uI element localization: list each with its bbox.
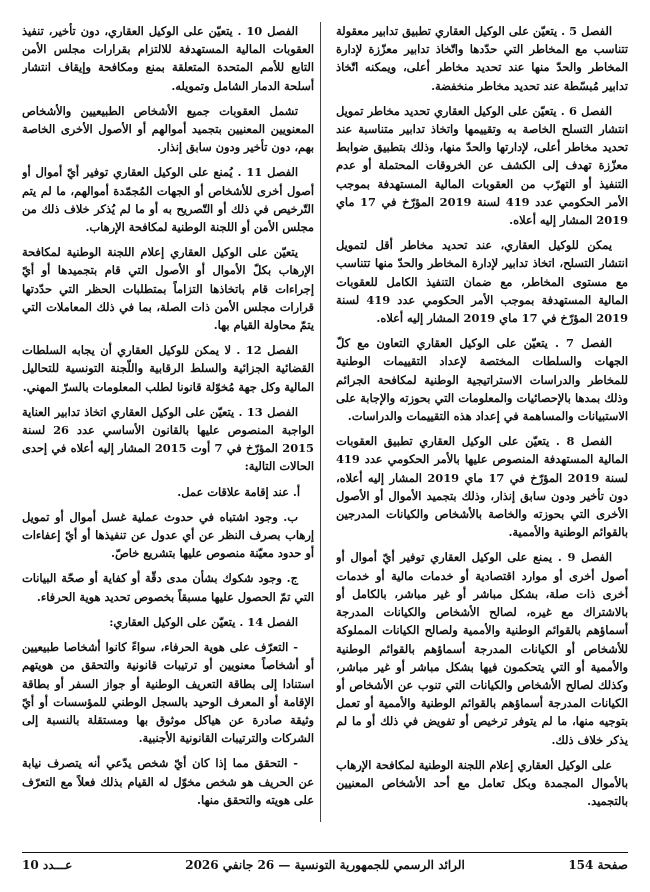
article-9-paragraph-2: على الوكيل العقاري إعلام اللجنة الوطنية لمكافحة الإرهاب بالأموال المجمدة وبكل تعامل مع أحد الأشخاص المعنيين بالتجميد. <box>336 757 628 809</box>
page-footer <box>22 858 628 880</box>
article-12: الفصل 12 . لا يمكن للوكيل العقاري أن يجابه السلطات القضائية الجزائية والسلط الرقابية واللّجنة التونسية للتحاليل المالية وكل جهة مُخوّلة قانونا لطلب المعلومات بالسرّ المهني. <box>22 343 314 394</box>
article-6: الفصل 6 . يتعيّن على الوكيل العقاري تحديد مخاطر تمويل انتشار التسلح الخاصة به وتقييمها واتخاذ تدابير متناسبة عند تحديد مخاطر أعلى، لإدارتها والحدّ منها، وذلك بتطبيق ضوابط معزّزة تهدف إلى الكشف عن الخروقات المحتملة أو عدم التنفيذ أو التهرّب من العقوبات المالية المستهدفة بموجب الأمر الحكومي عدد 419 لسنة 2019 المؤرّخ في 17 ماي 2019 المشار إليه أعلاه. <box>336 103 628 228</box>
issue-number: عـــدد 10 <box>22 858 73 872</box>
journal-title: الرائد الرسمي للجمهورية التونسية — 26 جانفي 2026 <box>185 858 465 872</box>
article-13-item-b: ب. وجود اشتباه في حدوث عملية غسل أموال أو تمويل إرهاب بصرف النظر عن أي عدول عن تنفيذها أو أيّ إعفاءات أو حدود معيّنة منصوص عليها بتشريع خاصّ. <box>22 509 314 561</box>
article-8: الفصل 8 . يتعيّن على الوكيل العقاري تطبيق العقوبات المالية المستهدفة المنصوص عليها بالأمر الحكومي عدد 419 لسنة 2019 المؤرّخ في 17 ماي 2019 المشار إليه أعلاه، دون تأخير ودون سابق إنذار، وذلك بتجميد الأموال أو الأصول الأخرى التي بحوزته والخاصة بالأشخاص والكيانات المدرجين بالقوائم الوطنية والأممية. <box>336 434 628 540</box>
article-7: الفصل 7 . يتعيّن على الوكيل العقاري التعاون مع كلّ الجهات والسلطات المختصة لإعداد التقييمات الوطنية للمخاطر والدراسات الاستراتيجية الوطنية لمكافحة الجرائم وذلك بمدها بالإحصائيات والمعلومات التي بحوزته والإجابة على الاستبيانات والمساهمة في إعداد هذه التقييمات والدراسات. <box>336 336 628 424</box>
footer-rule <box>22 852 628 853</box>
article-9: الفصل 9 . يمنع على الوكيل العقاري توفير أيّ أموال أو أصول أخرى أو موارد اقتصادية أو خدمات مالية أو خدمات أخرى ذات صلة، بشكل مباشر أو غير مباشر، بالكامل أو بالاشتراك مع غيره، لصالح الأشخاص والكيانات المدرجة أسماؤهم بالقوائم الوطنية والأممية ولصالح الكيانات المملوكة للأشخاص أو الكيانات المدرجة أسماؤهم بالقوائم الوطنية والأممية أو التي يتحكمون فيها بشكل مباشر أو غير مباشر، وكذلك لصالح الأشخاص والكيانات التي تنوب عن الأشخاص أو الكيانات المدرجة أسماؤهم بالقوائم الوطنية والأممية أو تعمل بتوجيه منها، ما لم يتوفر ترخيص أو تفويض في ذلك أو ما لم يذكر خلاف ذلك. <box>336 550 628 747</box>
right-column <box>336 22 628 850</box>
article-11-paragraph-2: يتعيّن على الوكيل العقاري إعلام اللجنة الوطنية لمكافحة الإرهاب بكلّ الأموال أو الأصول التي قام بتجميدها أو أيّ إجراءات قام باتخاذها التزاماً بمتطلبات الحظر التي حدّدتها قرارات مجلس الأمن ذات الصلة، بما في ذلك المعاملات التي يتمّ محاولة القيام بها. <box>22 245 314 333</box>
article-13: الفصل 13 . يتعيّن على الوكيل العقاري اتخاذ تدابير العناية الواجبة المنصوص عليها بالقانون الأساسي عدد 26 لسنة 2015 المؤرّخ في 7 أوت 2015 المشار إليه أعلاه في إحدى الحالات التالية: <box>22 404 314 474</box>
article-10: الفصل 10 . يتعيّن على الوكيل العقاري، دون تأخير، تنفيذ العقوبات المالية المستهدفة للالتزام بقرارات مجلس الأمن التابع للأمم المتحدة المتعلقة بمنع ومكافحة وإيقاف انتشار أسلحة الدمار الشامل وتمويله. <box>22 24 314 93</box>
article-14-item-1: - التعرّف على هوية الحرفاء، سواءً كانوا أشخاصا طبيعيين أو أشخاصاً معنويين أو ترتيبات قانونية والتحقق من هويتهم استنادا إلى بطاقة التعريف الوطنية أو جواز السفر أو بطاقة الإقامة أو المعرف الوحيد بالسجل الوطني للمؤسسات أو أيّ وثيقة صادرة عن هياكل موثوق بها ومستقلة بالنسبة إلى الشركات والترتيبات القانونية الأجنبية. <box>22 640 314 746</box>
page-number: صفحة 154 <box>568 858 628 872</box>
article-5: الفصل 5 . يتعيّن على الوكيل العقاري تطبيق تدابير معقولة تتناسب مع المخاطر التي حدّدها واتّخاذ تدابير معزّزة لإدارة المخاطر والحدّ منها عند تحديد مخاطر أعلى، ويمكنه اتّخاذ تدابير مُبسّطة عند تحديد مخاطر منخفضة. <box>336 24 628 93</box>
article-14: الفصل 14 . يتعيّن على الوكيل العقاري: <box>109 614 298 629</box>
article-6-paragraph-2: يمكن للوكيل العقاري، عند تحديد مخاطر أقل لتمويل انتشار التسلح، اتخاذ تدابير لإدارة المخاطر والحدّ منها تتناسب مع مستوى المخاطر، مع ضمان التنفيذ الكامل للعقوبات المالية المستهدفة بموجب الأمر الحكومي عدد 419 لسنة 2019 المؤرّخ في 17 ماي 2019 المشار إليه أعلاه. <box>336 238 628 326</box>
article-14-item-2: - التحقق مما إذا كان أيّ شخص يدّعي أنه يتصرف نيابة عن الحريف هو شخص مخوّل له القيام بذلك فعلاً مع التعرّف على هويته والتحقق منها. <box>22 756 314 807</box>
document-page <box>22 22 628 850</box>
column-divider <box>320 22 321 822</box>
article-13-item-a: أ. عند إقامة علاقات عمل. <box>177 484 300 499</box>
article-13-item-c: ج. وجود شكوك بشأن مدى دقّة أو كفاية أو صحّة البيانات التي تمّ الحصول عليها مسبقاً بخصوص تحديد هوية الحرفاء. <box>22 571 314 604</box>
article-11: الفصل 11 . يُمنع على الوكيل العقاري توفير أيّ أموال أو أصول أخرى للأشخاص أو الجهات المُجمّدة أموالهم، ما لم يتم التّرخيص في ذلك أو التّصريح به أو ما لم يُذكر خلاف ذلك من مجلس الأمن أو اللجنة الوطنية لمكافحة الإرهاب. <box>22 165 314 235</box>
left-column <box>22 22 314 850</box>
article-10-paragraph-2: تشمل العقوبات جميع الأشخاص الطبيعيين والأشخاص المعنويين المعنيين بتجميد أموالهم أو الأصول الأخرى الخاصة بهم، دون تأخير ودون سابق إنذار. <box>22 103 314 155</box>
